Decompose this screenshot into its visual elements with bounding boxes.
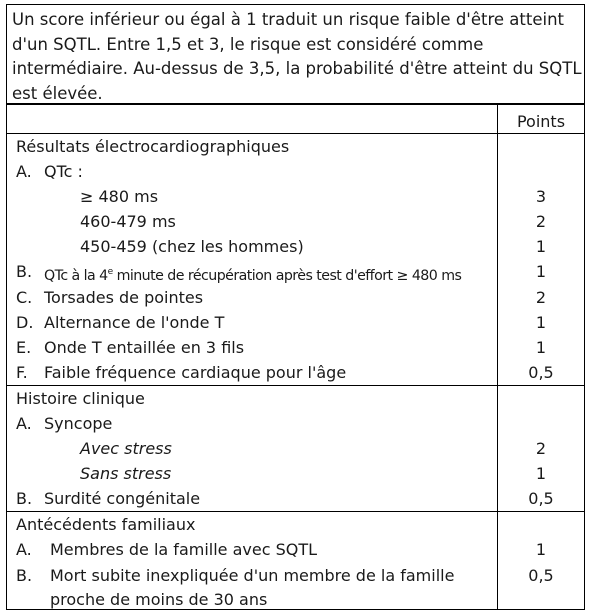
points-value: 1 [535, 262, 547, 281]
item-marker: A. [16, 414, 32, 433]
item-marker: B. [16, 489, 33, 508]
item-label-part: minute de récupération après test d'effort ≥ 480 ms [112, 268, 462, 284]
divider [6, 385, 585, 386]
points-value: 0,5 [528, 363, 554, 382]
divider [6, 133, 585, 134]
sub-item-label: 460-479 ms [80, 212, 176, 231]
section-title-clinical: Histoire clinique [16, 389, 145, 408]
points-value: 3 [535, 187, 547, 206]
item-label: Surdité congénitale [44, 489, 201, 508]
sub-item-label: Sans stress [80, 464, 172, 483]
points-value: 1 [535, 338, 547, 357]
divider [6, 511, 585, 512]
sub-item-label: Avec stress [80, 439, 172, 458]
intro-text: Un score inférieur ou égal à 1 traduit un risque faible d'être atteint d'un SQTL. Entre 1,5 et 3, le risque est considéré comme intermédiaire. Au-dessus de 3,5, la probabilité d'être atteint du SQTL est élevée. [12, 10, 582, 103]
points-value: 2 [535, 288, 547, 307]
item-marker: C. [16, 288, 33, 307]
sub-item-label: ≥ 480 ms [80, 187, 159, 206]
item-label: Syncope [44, 414, 113, 433]
item-label: Alternance de l'onde T [44, 313, 225, 332]
points-value: 1 [535, 313, 547, 332]
item-label: Mort subite inexpliquée d'un membre de la famille [50, 566, 455, 585]
item-label: Torsades de pointes [44, 288, 204, 307]
item-label: Faible fréquence cardiaque pour l'âge [44, 363, 347, 382]
item-label-continuation: proche de moins de 30 ans [50, 590, 268, 609]
section-title-family: Antécédents familiaux [16, 515, 196, 534]
item-marker: B. [16, 566, 33, 585]
points-value: 1 [535, 464, 547, 483]
item-marker: D. [16, 313, 34, 332]
item-label: Membres de la famille avec SQTL [50, 540, 318, 559]
points-value: 1 [535, 540, 547, 559]
divider [6, 103, 585, 105]
points-value: 2 [535, 439, 547, 458]
superscript: e [107, 267, 113, 277]
section-title-ecg: Résultats électrocardiographiques [16, 137, 290, 156]
points-value: 2 [535, 212, 547, 231]
item-label: Onde T entaillée en 3 fils [44, 338, 245, 357]
points-value: 0,5 [528, 566, 554, 585]
item-label-part: QTc à la 4 [44, 268, 108, 284]
points-value: 0,5 [528, 489, 554, 508]
item-marker: F. [16, 363, 28, 382]
sub-item-label: 450-459 (chez les hommes) [80, 237, 304, 256]
points-header: Points [516, 112, 566, 131]
points-value: 1 [535, 237, 547, 256]
item-label: QTc : [44, 162, 83, 181]
item-marker: E. [16, 338, 32, 357]
item-marker: B. [16, 262, 33, 281]
item-label [44, 262, 461, 286]
item-marker: A. [16, 540, 32, 559]
item-marker: A. [16, 162, 32, 181]
